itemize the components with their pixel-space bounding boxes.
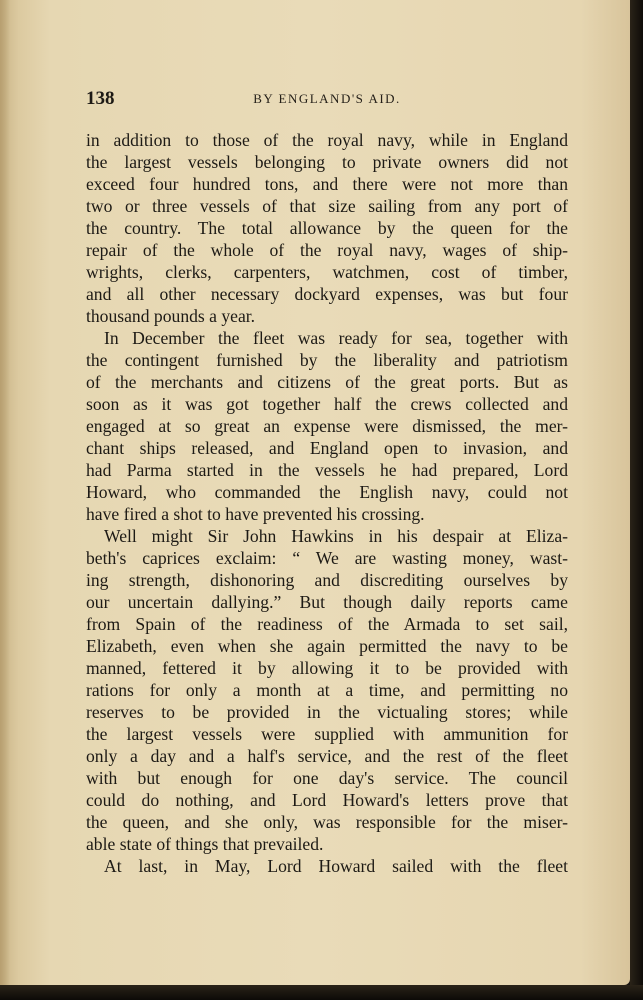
book-edge-bottom (0, 985, 643, 1000)
text-line: Elizabeth, even when she again permitted the navy to be (86, 636, 568, 656)
text-line: the country. The total allowance by the queen for the (86, 218, 568, 238)
paragraph-first-line: Well might Sir John Hawkins in his despair at Eliza- (104, 526, 568, 546)
paragraph-first-line: At last, in May, Lord Howard sailed with the fleet (104, 856, 568, 876)
text-line: had Parma started in the vessels he had prepared, Lord (86, 460, 568, 480)
text-line: our uncertain dallying.” But though daily reports came (86, 592, 568, 612)
text-line: wrights, clerks, carpenters, watchmen, cost of timber, (86, 262, 568, 282)
text-line: from Spain of the readiness of the Armada to set sail, (86, 614, 568, 634)
running-title: BY ENGLAND'S AID. (253, 91, 401, 106)
text-line: rations for only a month at a time, and permitting no (86, 680, 568, 700)
text-line: the queen, and she only, was responsible for the miser- (86, 812, 568, 832)
text-line: Howard, who commanded the English navy, could not (86, 482, 568, 502)
text-line: have fired a shot to have prevented his crossing. (86, 504, 425, 524)
text-line: repair of the whole of the royal navy, wages of ship- (86, 240, 568, 260)
text-line: the largest vessels belonging to private owners did not (86, 152, 568, 172)
page-number: 138 (86, 88, 115, 109)
text-line: ing strength, dishonoring and discrediting ourselves by (86, 570, 568, 590)
text-line: chant ships released, and England open to invasion, and (86, 438, 568, 458)
text-line: engaged at so great an expense were dismissed, the mer- (86, 416, 568, 436)
text-line: with but enough for one day's service. The council (86, 768, 568, 788)
body-text (86, 129, 568, 877)
text-line: in addition to those of the royal navy, while in England (86, 130, 568, 150)
text-line: soon as it was got together half the crews collected and (86, 394, 568, 414)
book-edge-right (630, 0, 643, 1000)
text-line: of the merchants and citizens of the great ports. But as (86, 372, 568, 392)
text-line: able state of things that prevailed. (86, 834, 324, 854)
text-line: only a day and a half's service, and the rest of the fleet (86, 746, 568, 766)
text-line: and all other necessary dockyard expenses, was but four (86, 284, 568, 304)
text-line: thousand pounds a year. (86, 306, 256, 326)
text-line: exceed four hundred tons, and there were not more than (86, 174, 568, 194)
text-line: the contingent furnished by the liberality and patriotism (86, 350, 568, 370)
text-line: the largest vessels were supplied with ammunition for (86, 724, 568, 744)
text-line: beth's caprices exclaim: “ We are wasting money, wast- (86, 548, 568, 568)
paragraph-first-line: In December the fleet was ready for sea, together with (104, 328, 568, 348)
text-line: two or three vessels of that size sailing from any port of (86, 196, 568, 216)
text-line: reserves to be provided in the victualing stores; while (86, 702, 568, 722)
text-line: manned, fettered it by allowing it to be provided with (86, 658, 568, 678)
page-header (86, 88, 568, 114)
text-line: could do nothing, and Lord Howard's letters prove that (86, 790, 568, 810)
